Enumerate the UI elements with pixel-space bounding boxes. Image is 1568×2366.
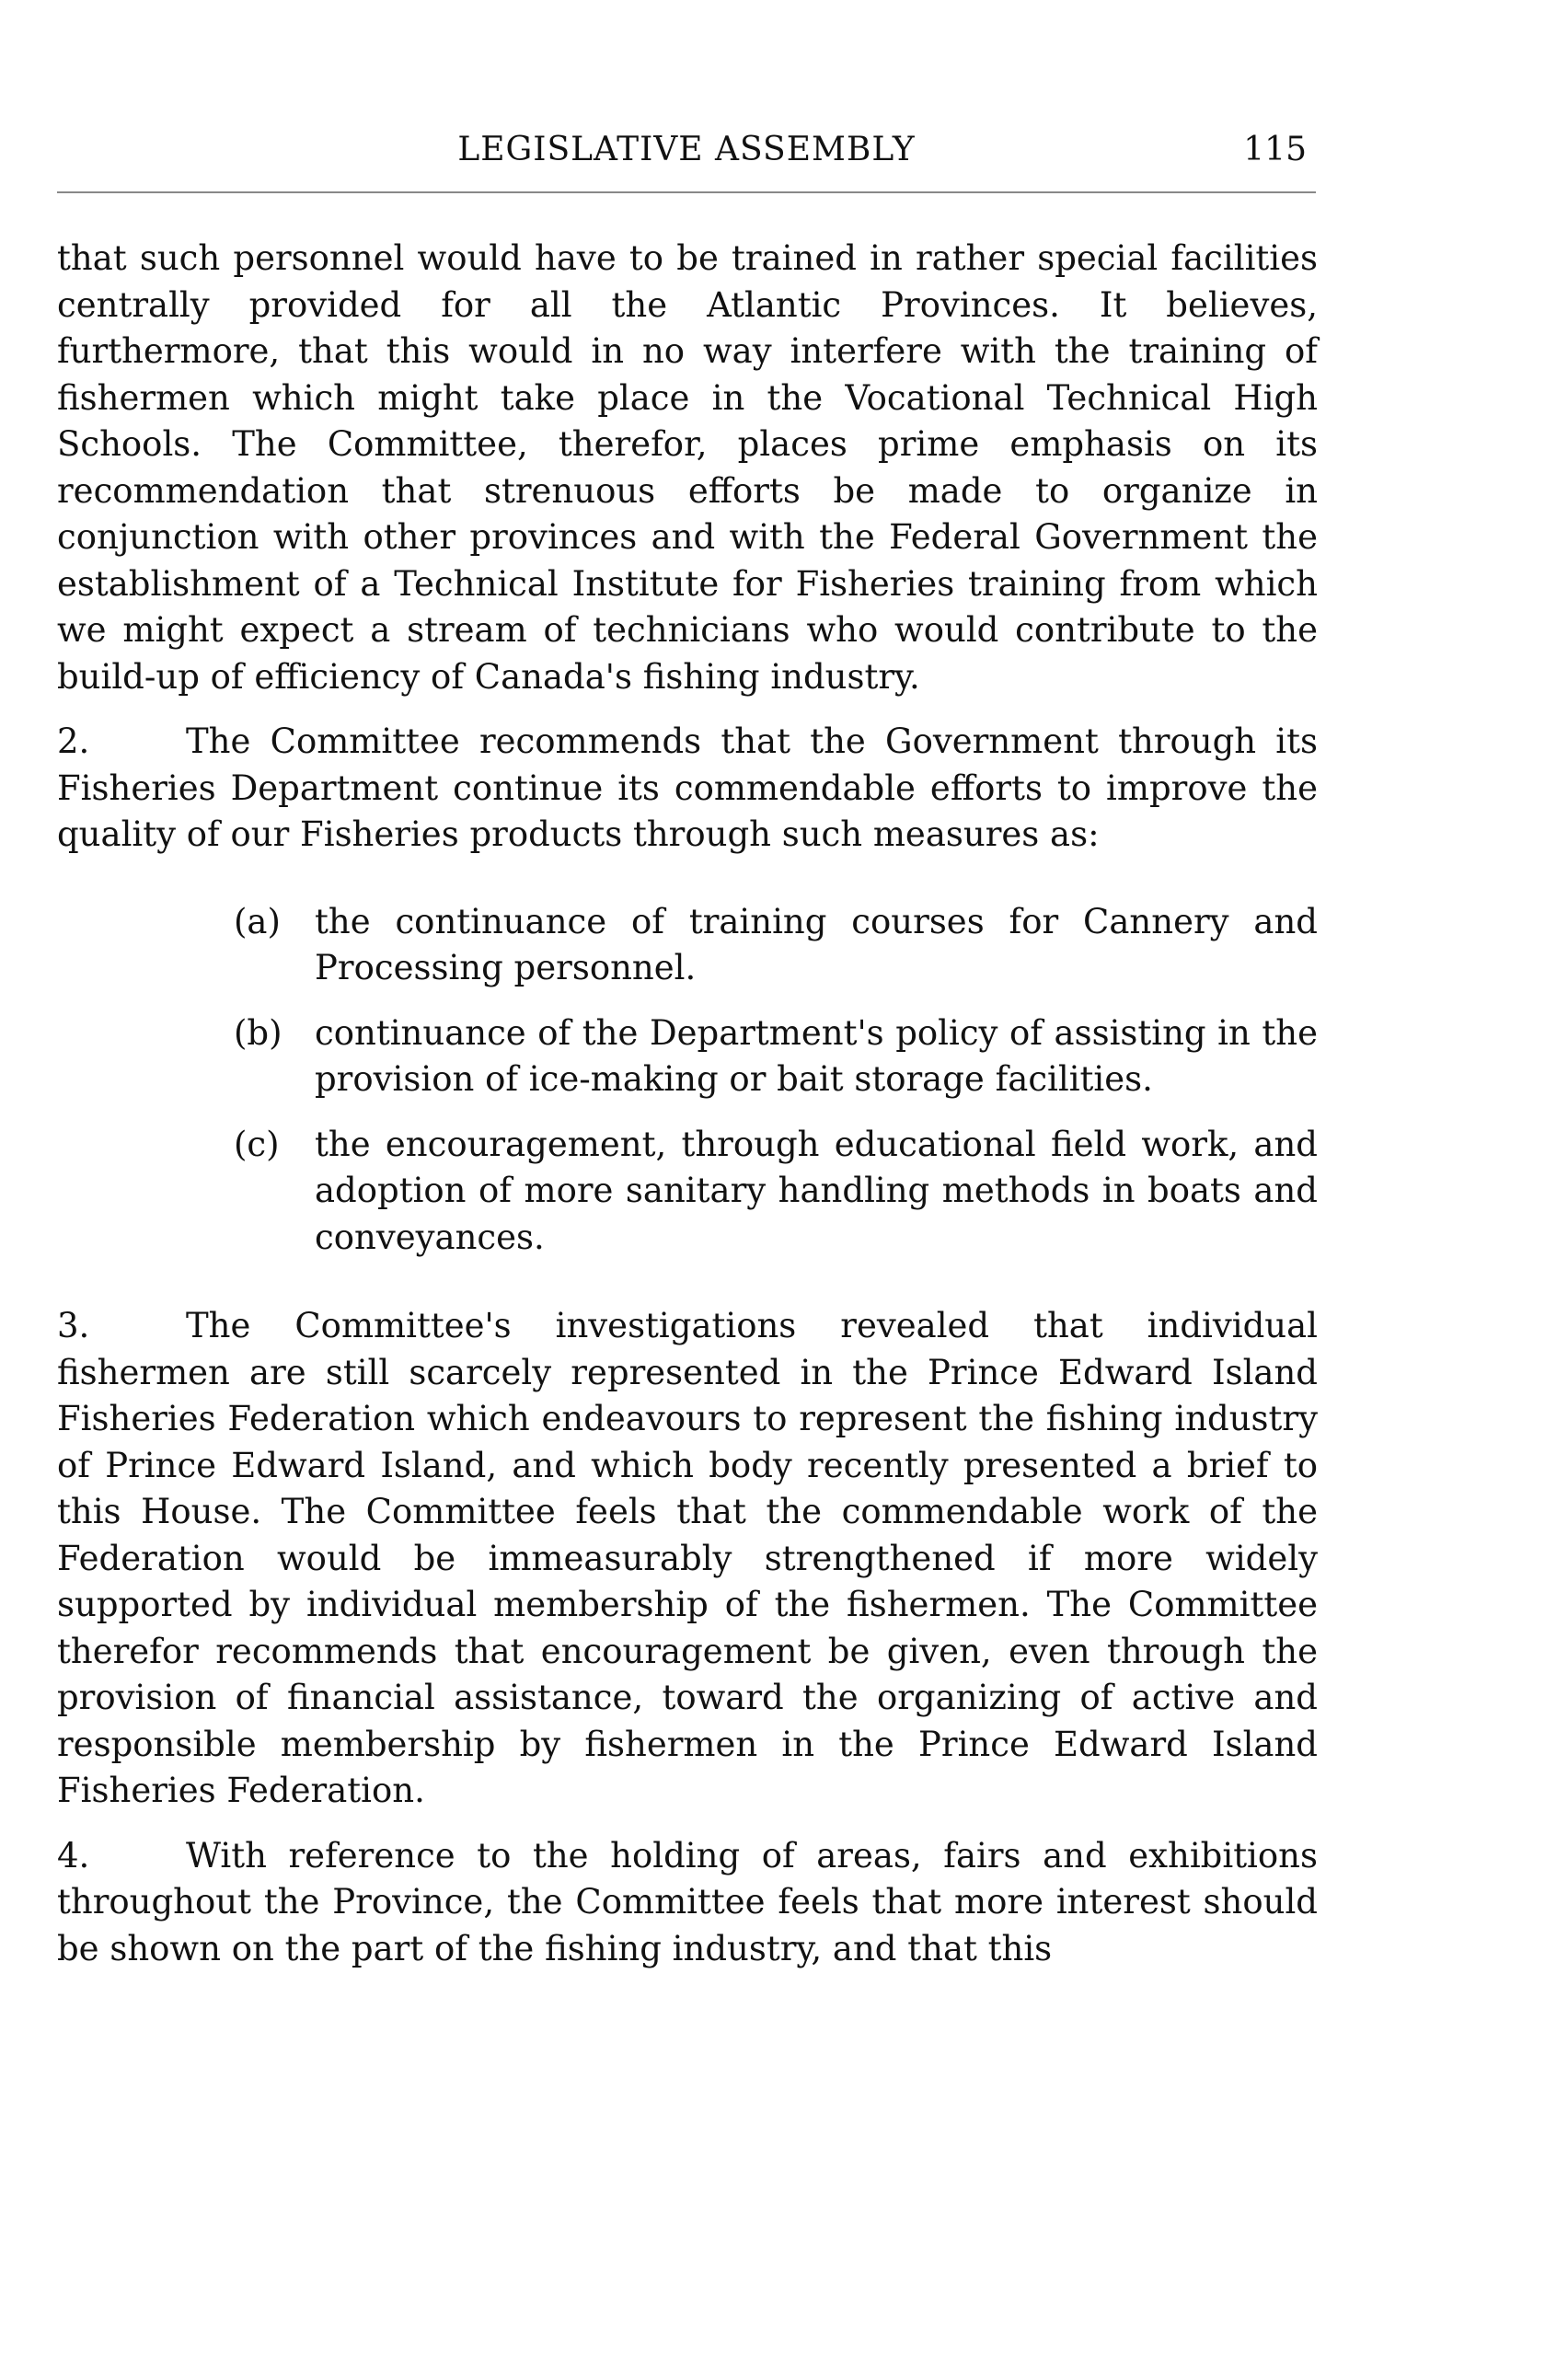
list-item-text: the continuance of training courses for Cannery and Processing personnel.: [315, 901, 1318, 987]
header-rule: [57, 191, 1316, 193]
paragraph-4: [57, 1833, 1318, 1973]
paragraph-number: 2.: [57, 721, 90, 761]
paragraph-intro: that such personnel would have to be trained in rather special facilities centrally provided for all the Atlantic Provinces. It believes, furthermore, that this would in no way interfere with the training of fishermen which might take place in the Vocational Technical High Schools. The Committee, therefor, places prime emphasis on its recommendation that strenuous efforts be made to organize in conjunction with other provinces and with the Federal Government the establishment of a Technical Institute for Fisheries training from which we might expect a stream of technicians who would contribute to the build-up of efficiency of Canada's fishing industry.: [57, 238, 1318, 697]
list-item-text: the encouragement, through educational field work, and adoption of more sanitary handling methods in boats and conveyances.: [315, 1124, 1318, 1257]
list-item-a: [234, 899, 1318, 992]
paragraph-2: [57, 719, 1318, 859]
header-title: LEGISLATIVE ASSEMBLY: [457, 131, 916, 168]
list-item-text: continuance of the Department's policy of assisting in the provision of ice-making or bait storage facilities.: [315, 1012, 1318, 1099]
paragraph-text: The Committee recommends that the Government through its Fisheries Department continue its commendable efforts to improve the quality of our Fisheries products through such measures as:: [57, 721, 1318, 854]
paragraph-number: 3.: [57, 1306, 90, 1345]
paragraph-text: With reference to the holding of areas, fairs and exhibitions throughout the Province, the Committee feels that more interest should be shown on the part of the fishing industry, and that this: [57, 1835, 1318, 1968]
list-item-label: (a): [234, 901, 281, 941]
list-item-c: [234, 1122, 1318, 1262]
paragraph-number: 4.: [57, 1835, 90, 1875]
list-item-label: (c): [234, 1124, 280, 1164]
paragraph-3: [57, 1303, 1318, 1815]
running-header: [57, 127, 1316, 182]
list-item-b: [234, 1010, 1318, 1103]
body-text: [57, 236, 1318, 1972]
page-number: 115: [1243, 131, 1307, 168]
list-item-label: (b): [234, 1012, 282, 1053]
paragraph-text: The Committee's investigations revealed that individual fishermen are still scarcely represented in the Prince Edward Island Fisheries Federation which endeavours to represent the fishing industry of Prince Edward Island, and which body recently presented a brief to this House. The Committee feels that the commendable work of the Federation would be immeasurably strengthened if more widely supported by individual membership of the fishermen. The Committee therefor recommends that encouragement be given, even through the provision of financial assistance, toward the organizing of active and responsible membership by fishermen in the Prince Edward Island Fisheries Federation.: [57, 1306, 1318, 1810]
